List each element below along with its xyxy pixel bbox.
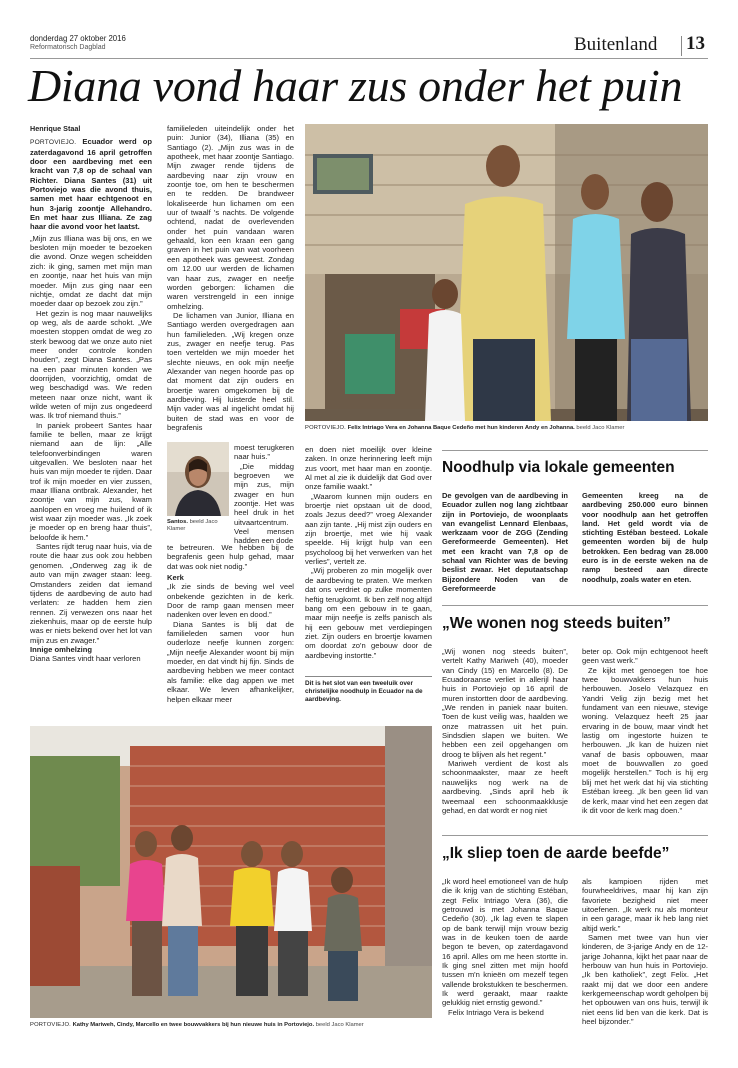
inset-caption-credit: beeld Jaco Klamer xyxy=(167,519,218,532)
paragraph: en doen niet moeilijk over kleine zaken. In onze herinnering leeft mijn zus voort, met haar man en zoontje. Al met al zie ik duidelijk dat God over onze familie waakt.” xyxy=(305,445,432,492)
issue-date: donderdag 27 oktober 2016 xyxy=(30,34,126,43)
article-column-3 xyxy=(305,445,432,660)
page-number: 13 xyxy=(686,33,705,54)
paragraph: „Wij wonen nog steeds buiten”, vertelt Kathy Mariweh (40), moeder van Cindy (15) en Marcello (8). De Ecuadoraanse verliet in allerijl haar huis in Portoviejo op 16 april de muren instortten door de aardbeving. „We renden in paniek naar buiten. Toen de kust veilig was, haalden we onze matrassen uit het puin. Sindsdien slapen we buiten. We hebben een zeil opgehangen om droog te blijven als het regent.” xyxy=(442,647,568,759)
header-rule xyxy=(30,58,708,59)
caption-credit: beeld Jaco Klamer xyxy=(315,1022,364,1028)
paragraph: beter op. Ook mijn echtgenoot heeft geen vast werk.” xyxy=(582,647,708,666)
lead-paragraph xyxy=(30,137,152,231)
portrait-illustration xyxy=(167,442,229,516)
caption-text: Kathy Mariweh, Cindy, Marcello en twee bouwvakkers bij hun nieuwe huis in Portoviejo. xyxy=(72,1022,315,1028)
dateline: PORTOVIEJO. xyxy=(30,139,77,147)
article3-right xyxy=(582,877,708,1037)
paragraph: Diana Santes vindt haar verloren xyxy=(30,654,141,664)
paragraph: „Ik zie sinds de beving wel veel onbekende gezichten in de kerk. Door de ramp gaan mensen meer nadenken over leven en dood.” xyxy=(167,582,294,620)
paragraph: In paniek probeert Santes haar familie te bellen, maar ze krijgt niemand aan de lijn: „Alle telefoonverbindingen waren uitgevallen. We besloten naar het huis van mijn moeder te rijden. Daar trof ik mijn moeder en vier zussen, maar Illiana ontbrak. Alexander, het zoontje van mijn zus, kwam aanlopen en vroeg me huilend of ik wist waar zijn moeder was. „Ik zoek je moeder op en breng haar thuis”, beloofde ik hem.” xyxy=(30,420,152,542)
byline: Henrique Staal xyxy=(30,124,81,133)
article3-rule xyxy=(442,835,708,836)
newspaper-name: Reformatorisch Dagblad xyxy=(30,44,106,51)
section-title: Buitenland xyxy=(574,34,658,55)
paragraph: „Die middag begroeven we mijn zus, mijn zwager en hun zoontje. Het was heel druk in het uitvaartcentrum. Veel mensen hadden een dode xyxy=(234,461,294,546)
article-column-2-continued xyxy=(167,543,294,718)
aid-box-left: De gevolgen van de aardbeving in Ecuador zullen nog lang zichtbaar zijn in Portoviejo, de woonplaats van evangelist Lennard Elenbaas, werkzaam voor de ZGG (Zending Gereformeerde Gemeenten). Het met een kracht van 7,8 op de schaal van Richter was de beving beslist zwaar. Het deputaatschap Bijzondere Noden van de Gereformeerde xyxy=(442,491,568,593)
aid-box-right: Gemeenten kreeg na de aardbeving 250.000 euro binnen voor noodhulp aan het getroffen land. Het geld wordt via de stichting Estéban besteed. Lokale gemeenten worden bij de hulp betrokken. Een bedrag van 28.000 euro is in de eerste weken na de ramp besteed aan directe noodhulp, zoals water en eten. xyxy=(582,491,708,584)
paragraph: familieleden uiteindelijk onder het puin: Junior (34), Illiana (35) en Santiago (2). „Mijn zus was in de apotheek, met haar zoontje Santiago. Mijn zwager rende tijdens de aardbeving naar zijn vrouw en zoontje toe, om hen te beschermen en te redden. De brandweer lokaliseerde hun lichamen om een uur of twaalf 's nachts. De volgende ochtend, nadat de overlevenden onder het puin vandaan waren gehaald, kon een kraan een gang graven in het puin van wat voorheen een apotheek was geweest. Zondag om 12.00 uur werden de lichamen van haar zus, zwager en neefje worden geborgen: lichamen die waren verstrengeld in een innige omhelzing. xyxy=(167,124,294,311)
paragraph: Het gezin is nog maar nauwelijks op weg, als de aarde schokt. „We moesten stoppen omdat de weg zo sterk bewoog dat we onze auto niet meer onder controle konden houden”, zegt Diana Santes. „Pas na een paar minuten konden we doorrijden, voorzichtig, omdat de weg beschadigd was. We reden meteen naar onze nicht, want ik wilde weten of mijn zus ongedeerd was. Ik trof niemand thuis.” xyxy=(30,308,152,421)
paragraph: „Ik word heel emotioneel van de hulp die ik krijg van de stichting Estéban, zegt Felix Intriago Vera (36), die getrouwd is met Johanna Baque Cedeño (30). „Ik lag even te slapen op de bank terwijl mijn vrouw bezig was in de keuken toen de aarde begon te beven, op zaterdagavond 16 april. Alles om me heen stortte in. Ik ging snel zitten met mijn hoofd tussen m'n knieën om mezelf tegen vallende brokstukken te beschermen. Ik werd geraakt, maar raakte gelukkig niet ernstig gewond.” xyxy=(442,877,568,1008)
article3-left xyxy=(442,877,568,1037)
photo-house-illustration xyxy=(30,726,432,1018)
inset-photo-diana-santes xyxy=(167,442,229,516)
lead-text: Ecuador werd op zaterdagavond 16 april getroffen door een aardbeving met een kracht van 7,8 op de schaal van Richter. Diana Santes (31) uit Portoviejo was die avond thuis, samen met haar echtgenoot en hun 3-jarig zoontje Allehandro. En met haar zus Illiana. Ze zag haar die avond voor het laatst. xyxy=(30,137,152,232)
caption-credit: beeld Jaco Klamer xyxy=(576,425,625,431)
series-note: Dit is het slot van een tweeluik over christelijke noodhulp in Ecuador na de aardbeving. xyxy=(305,680,423,703)
paragraph: „Mijn zus Illiana was bij ons, en we besloten mijn moeder te bezoeken die avond. Onze wegen scheidden zich: ik ging, samen met mijn man en zoontje, naar het huis van mijn moeder. Mijn zus ging naar een nichtje, omdat ze dacht dat mijn moeder daar op bezoek zou zijn.” xyxy=(30,233,152,309)
subheading: Innige omhelzing xyxy=(30,644,93,654)
paragraph: Felix Intriago Vera is bekend xyxy=(448,1007,544,1017)
paragraph: te betreuren. We hebben bij de begrafenis geen hulp gehad, maar dat was ook niet nodig.” xyxy=(167,543,294,571)
paragraph: De lichamen van Junior, Illiana en Santiago werden overgedragen aan hun familieleden. „Wij kregen onze zus, zwager en neefje terug. Pas toen vertelden we mijn moeder het slechte nieuws, en ook mijn neefje Alexander van negen hoorde pas op dat moment dat zijn ouders en broertje waren omgekomen bij de aardbeving. Hij luisterde heel stil. Mijn vader was al ingelicht omdat hij buiten de stad was en voor de begrafenis xyxy=(167,310,294,432)
caption-place: PORTOVIEJO. xyxy=(305,425,346,431)
inset-caption-name: Santos. xyxy=(167,519,188,525)
photo2-caption xyxy=(30,1022,432,1029)
article-column-1 xyxy=(30,124,152,724)
article3-title: „Ik sliep toen de aarde beefde” xyxy=(442,845,670,862)
headline: Diana vond haar zus onder het puin xyxy=(28,60,683,111)
caption-place: PORTOVIEJO. xyxy=(30,1022,71,1028)
paragraph: als kampioen rijden met fourwheeldrives, maar hij kan zijn favoriete bezigheid niet meer uitoefenen. „Ik werk nu als monteur in een garage, maar ik heb lang niet altijd werk.” xyxy=(582,877,708,933)
paragraph: Diana Santes is blij dat de familieleden samen voor hun ouderloze neefje kunnen zorgen: „Mijn neefje Alexander woont bij mijn moeder, en dat vindt hij fijn. Sinds de aardbeving hebben we meer contact als familie: elke dag appen we met elkaar. We leven afhankelijker, helpen elkaar meer xyxy=(167,619,294,704)
inset-caption xyxy=(167,519,233,533)
photo1-caption xyxy=(305,425,708,432)
paragraph: Samen met twee van hun vier kinderen, de 3-jarige Andy en de 12-jarige Johanna, kijkt het paar naar de herbouw van hun huis in Portoviejo. „Ik ben katholiek”, zegt Felix. „Het raakt mij dat we door een andere kerkgemeenschap wordt geholpen bij het opbouwen van ons huis, terwijl ik niet eens lid ben van die kerk. Dat is heel bijzonder.” xyxy=(582,933,708,1027)
photo-family-illustration xyxy=(305,124,708,421)
paragraph: „Wij proberen zo min mogelijk over de aardbeving te praten. We merken dat ons verdriet op zulke momenten heftig terugkomt. Ik ben zelf nog altijd bang om een gebouw in te gaan, maar mijn neefje is zelfs panisch als hij een gebouw met verdiepingen ziet. Zijn ouders en broertje kwamen om doordat zo'n gebouw door de aardbeving instortte.” xyxy=(305,566,432,660)
paragraph: Ze kijkt met genoegen toe hoe twee bouwvakkers hun huis herbouwen. Joselo Velazquez en Yandri Velig zijn bezig met het fundament van een nieuwe, stevige woning. Velazquez heeft 25 jaar ervaring in de bouw, maar vindt het lastig om ingestorte huizen te herbouwen. „Ik kan de huizen niet vanaf de basis opbouwen, maar moet de bouwvallen zo goed mogelijk herstellen.” Toch is hij erg blij met het werk dat hij via stichting Estéban kreeg. „Ik ben geen lid van de kerk, maar vind het een zegen dat ik dit voor de kerk mag doen.” xyxy=(582,665,708,815)
wrap-text xyxy=(234,443,294,546)
note-rule xyxy=(305,676,432,677)
article2-title: „We wonen nog steeds buiten” xyxy=(442,615,671,632)
header-divider xyxy=(681,36,682,56)
photo-family-kathy xyxy=(30,726,432,1018)
caption-text: Felix Intriago Vera en Johanna Baque Cedeño met hun kinderen Andy en Johanna. xyxy=(347,425,575,431)
article2-left xyxy=(442,647,568,827)
paragraph: „Waarom kunnen mijn ouders en broertje niet opstaan uit de dood, zoals Jezus deed?” vroeg Alexander aan zijn tante. „Hij mist zijn ouders en zijn broertje, met wie hij vaak speelde. Hij krijgt hulp van een psycholoog bij het verwerken van het verlies”, vertelt ze. xyxy=(305,491,432,567)
aid-box-title: Noodhulp via lokale gemeenten xyxy=(442,459,675,476)
photo-family-felix xyxy=(305,124,708,421)
article-column-2 xyxy=(167,124,294,442)
subheading: Kerk xyxy=(167,573,184,583)
article2-rule xyxy=(442,605,708,606)
paragraph: Mariweh verdient de kost als schoonmaakster, maar ze heeft nauwelijks nog werk na de aardbeving. „Sinds april heb ik tweemaal een schoonmaakklusje gehad, en dat wordt er nog niet xyxy=(442,759,568,815)
article2-right xyxy=(582,647,708,827)
paragraph: moest terugkeren naar huis.” xyxy=(234,443,294,462)
paragraph: Santes rijdt terug naar huis, via de route die haar zus ook zou hebben genomen. „Onderweg zag ik de auto van mijn zwager staan: leeg. Omstanders zeiden dat iemand tijdens de aardbeving de auto had verlaten: ze hadden hem zien rennen. Zij verwezen ons naar het ziekenhuis, maar op de eerste hulp was er niets bekend over het lot van mijn zus en zwager.” xyxy=(30,542,152,645)
aid-box-rule xyxy=(442,450,708,451)
